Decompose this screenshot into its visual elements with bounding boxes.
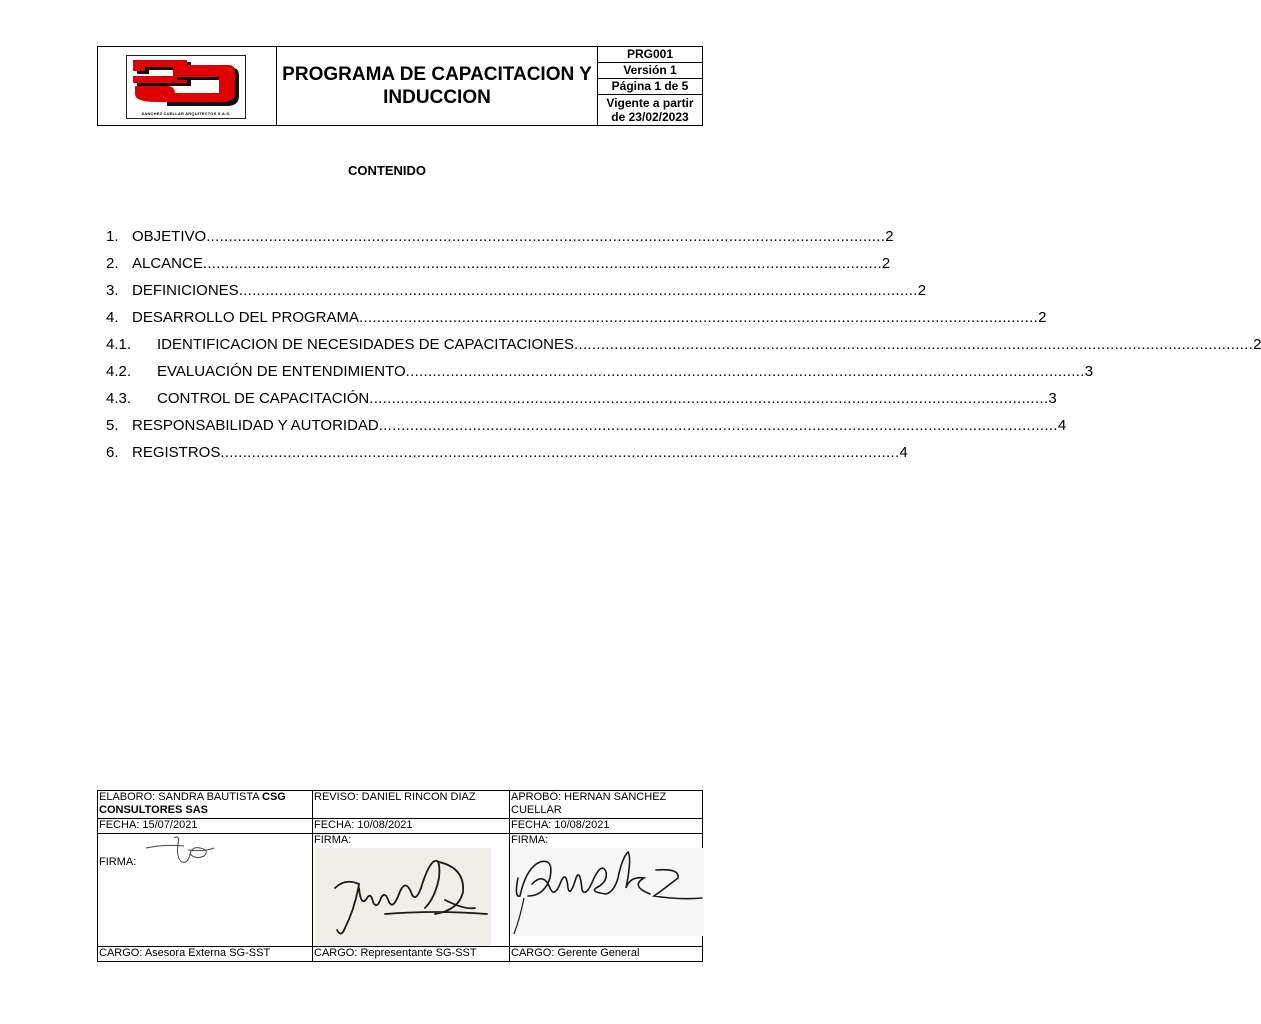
reviso-signature-cell (313, 834, 509, 947)
toc-entry[interactable] (106, 415, 1067, 442)
toc-entry[interactable] (106, 280, 927, 307)
toc-entry[interactable] (106, 253, 891, 280)
document-meta (598, 47, 702, 125)
toc-title: REGISTROS (132, 444, 221, 461)
toc-number: 3. (106, 282, 119, 299)
toc-entry[interactable] (106, 442, 908, 469)
elaboro-position: CARGO: Asesora Externa SG-SST (99, 947, 271, 959)
toc-title: IDENTIFICACION DE NECESIDADES DE CAPACITACIONES (157, 336, 575, 353)
toc-leader: ........................................................................................................................................................ (369, 390, 1049, 407)
toc-leader: ........................................................................................................................................................ (202, 255, 882, 272)
contents-heading: CONTENIDO (348, 163, 426, 178)
aprobo-signature-icon (510, 848, 704, 936)
toc-page: 4 (899, 444, 908, 461)
toc-title: RESPONSABILIDAD Y AUTORIDAD (132, 417, 379, 434)
logo-mark-icon (127, 56, 245, 112)
reviso-signature-icon (315, 848, 491, 946)
toc-leader: ........................................................................................................................................................ (405, 363, 1085, 380)
toc-title: CONTROL DE CAPACITACIÓN (157, 390, 370, 407)
aprobo-position: CARGO: Gerente General (511, 947, 640, 959)
toc-number: 6. (106, 444, 119, 461)
toc-number: 4.3. (106, 390, 132, 407)
elaboro-company: CSG CONSULTORES SAS (99, 791, 286, 816)
aprobo-column (510, 791, 702, 961)
toc-title: OBJETIVO (132, 228, 207, 245)
reviso-name: REVISO: DANIEL RINCON DIAZ (313, 791, 509, 819)
elaboro-date: FECHA: 15/07/2021 (98, 819, 312, 834)
toc-number: 5. (106, 417, 119, 434)
toc-leader: ........................................................................................................................................................ (378, 417, 1058, 434)
toc-page: 2 (1038, 309, 1047, 326)
valid-from: Vigente a partir de 23/02/2023 (606, 96, 694, 124)
toc-entry[interactable] (106, 388, 1057, 415)
document-title: PROGRAMA DE CAPACITACION Y INDUCCION (277, 47, 598, 125)
toc-page: 3 (1084, 363, 1094, 380)
document-header (97, 46, 703, 126)
aprobo-name: APROBÓ: HERNAN SANCHEZ CUELLAR (510, 791, 702, 819)
toc-page: 2 (1253, 336, 1261, 353)
reviso-column (313, 791, 510, 961)
aprobo-signature-cell (510, 834, 702, 947)
document-code: PRG001 (598, 47, 702, 63)
toc-entry[interactable] (106, 334, 1261, 361)
page-indicator: Página 1 de 5 (598, 79, 702, 95)
toc-number: 4.1. (106, 336, 132, 353)
firma-label: FIRMA: (314, 834, 352, 846)
approval-table (97, 790, 703, 962)
toc-entry[interactable] (106, 226, 894, 253)
toc-title: DESARROLLO DEL PROGRAMA (132, 309, 359, 326)
document-version: Versión 1 (598, 63, 702, 79)
toc-title: ALCANCE (132, 255, 203, 272)
logo-caption: SANCHEZ CUELLAR ARQUITECTOS S.A.S. (141, 111, 231, 116)
elaboro-name: ELABORO: SANDRA BAUTISTA CSG CONSULTORES SAS (98, 791, 312, 819)
toc-title: DEFINICIONES (132, 282, 239, 299)
firma-label: FIRMA: (511, 834, 549, 846)
elaboro-signature-icon (144, 834, 216, 868)
aprobo-date: FECHA: 10/08/2021 (510, 819, 702, 834)
elaboro-column (98, 791, 313, 961)
toc-number: 4. (106, 309, 119, 326)
toc-number: 1. (106, 228, 119, 245)
toc-leader: ........................................................................................................................................................ (220, 444, 900, 461)
elaboro-signature-cell (98, 834, 312, 947)
toc-leader: ........................................................................................................................................................ (238, 282, 918, 299)
toc-page: 2 (917, 282, 927, 299)
firma-label: FIRMA: (99, 856, 137, 868)
toc-leader: ........................................................................................................................................................ (206, 228, 886, 245)
toc-page: 2 (885, 228, 894, 245)
reviso-date: FECHA: 10/08/2021 (313, 819, 509, 834)
toc-page: 2 (881, 255, 891, 272)
company-logo-cell (98, 47, 277, 125)
toc-leader: ........................................................................................................................................................ (574, 336, 1254, 353)
toc-entry[interactable] (106, 361, 1094, 388)
reviso-position: CARGO: Representante SG-SST (314, 947, 477, 959)
table-of-contents (106, 226, 1261, 469)
toc-title: EVALUACIÓN DE ENTENDIMIENTO (157, 363, 406, 380)
toc-number: 2. (106, 255, 119, 272)
toc-number: 4.2. (106, 363, 132, 380)
toc-leader: ........................................................................................................................................................ (359, 309, 1039, 326)
toc-entry[interactable] (106, 307, 1047, 334)
company-logo (126, 55, 246, 119)
toc-page: 4 (1057, 417, 1067, 434)
toc-page: 3 (1048, 390, 1057, 407)
